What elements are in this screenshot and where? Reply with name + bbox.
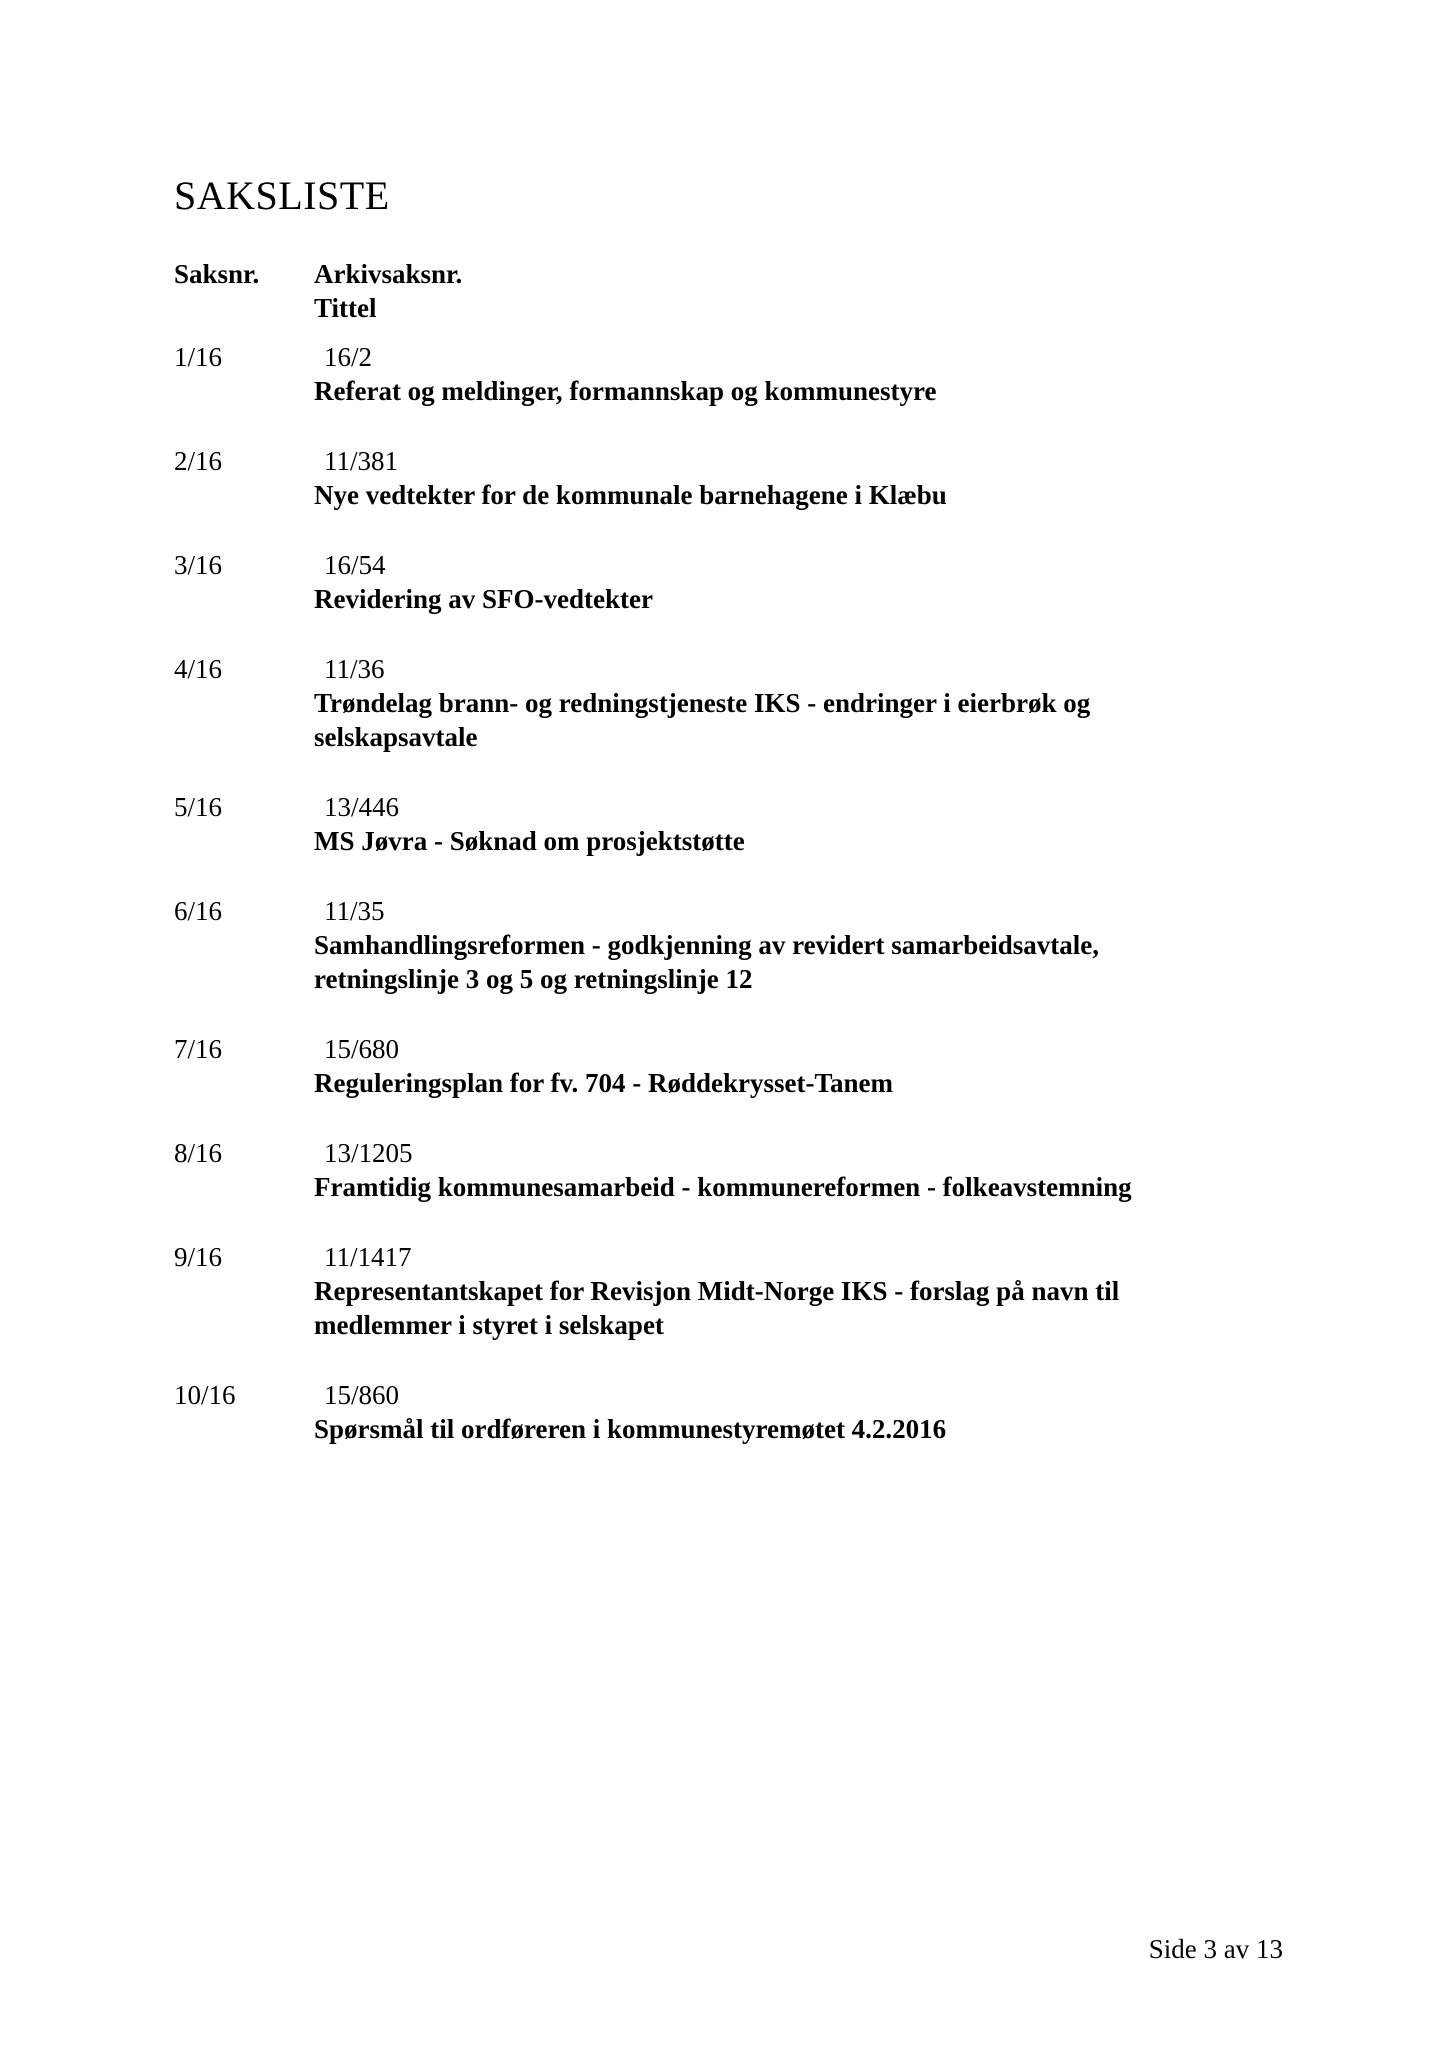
case-arkivsaksnr: 11/1417 [324, 1242, 412, 1272]
case-saksnr: 10/16 [174, 1380, 236, 1410]
case-arkivsaksnr: 15/680 [324, 1034, 400, 1064]
case-saksnr: 7/16 [174, 1034, 223, 1064]
case-saksnr: 5/16 [174, 792, 223, 822]
case-saksnr: 6/16 [174, 896, 223, 926]
case-title: Nye vedtekter for de kommunale barnehagene i Klæbu [314, 480, 947, 510]
case-arkivsaksnr: 16/2 [324, 342, 373, 372]
case-item [174, 1032, 1274, 1100]
case-arkivsaksnr: 11/36 [324, 654, 385, 684]
case-saksnr: 8/16 [174, 1138, 223, 1168]
case-item [174, 340, 1274, 408]
case-saksnr: 3/16 [174, 550, 223, 580]
case-title: Framtidig kommunesamarbeid - kommunereformen - folkeavstemning [314, 1172, 1132, 1202]
case-title: Trøndelag brann- og redningstjeneste IKS - endringer i eierbrøk og selskapsavtale [314, 688, 1091, 752]
case-title: Revidering av SFO-vedtekter [314, 584, 653, 614]
case-item [174, 1378, 1274, 1446]
header-tittel: Tittel [314, 293, 377, 323]
case-title: Representantskapet for Revisjon Midt-Norge IKS - forslag på navn til medlemmer i styret i selskapet [314, 1276, 1120, 1340]
case-item [174, 894, 1274, 996]
case-saksnr: 4/16 [174, 654, 223, 684]
case-title: Spørsmål til ordføreren i kommunestyremøtet 4.2.2016 [314, 1414, 947, 1444]
case-title: Samhandlingsreformen - godkjenning av revidert samarbeidsavtale, retningslinje 3 og 5 og retningslinje 12 [314, 930, 1100, 994]
case-item [174, 1240, 1274, 1342]
header-arkivsaksnr: Arkivsaksnr. [314, 259, 463, 289]
case-title: Referat og meldinger, formannskap og kommunestyre [314, 376, 937, 406]
case-arkivsaksnr: 13/446 [324, 792, 400, 822]
case-arkivsaksnr: 16/54 [324, 550, 386, 580]
case-item [174, 1136, 1274, 1204]
case-title: Reguleringsplan for fv. 704 - Røddekrysset-Tanem [314, 1068, 894, 1098]
case-item [174, 790, 1274, 858]
case-saksnr: 1/16 [174, 342, 223, 372]
case-arkivsaksnr: 15/860 [324, 1380, 400, 1410]
case-saksnr: 9/16 [174, 1242, 223, 1272]
page-number: Side 3 av 13 [1148, 1934, 1283, 1964]
case-arkivsaksnr: 11/35 [324, 896, 385, 926]
case-list [174, 340, 1274, 1482]
case-item [174, 652, 1274, 754]
case-item [174, 548, 1274, 616]
case-saksnr: 2/16 [174, 446, 223, 476]
case-arkivsaksnr: 13/1205 [324, 1138, 413, 1168]
case-arkivsaksnr: 11/381 [324, 446, 398, 476]
case-title: MS Jøvra - Søknad om prosjektstøtte [314, 826, 745, 856]
case-item [174, 444, 1274, 512]
page-title: SAKSLISTE [174, 173, 390, 218]
header-saksnr: Saksnr. [174, 259, 260, 289]
